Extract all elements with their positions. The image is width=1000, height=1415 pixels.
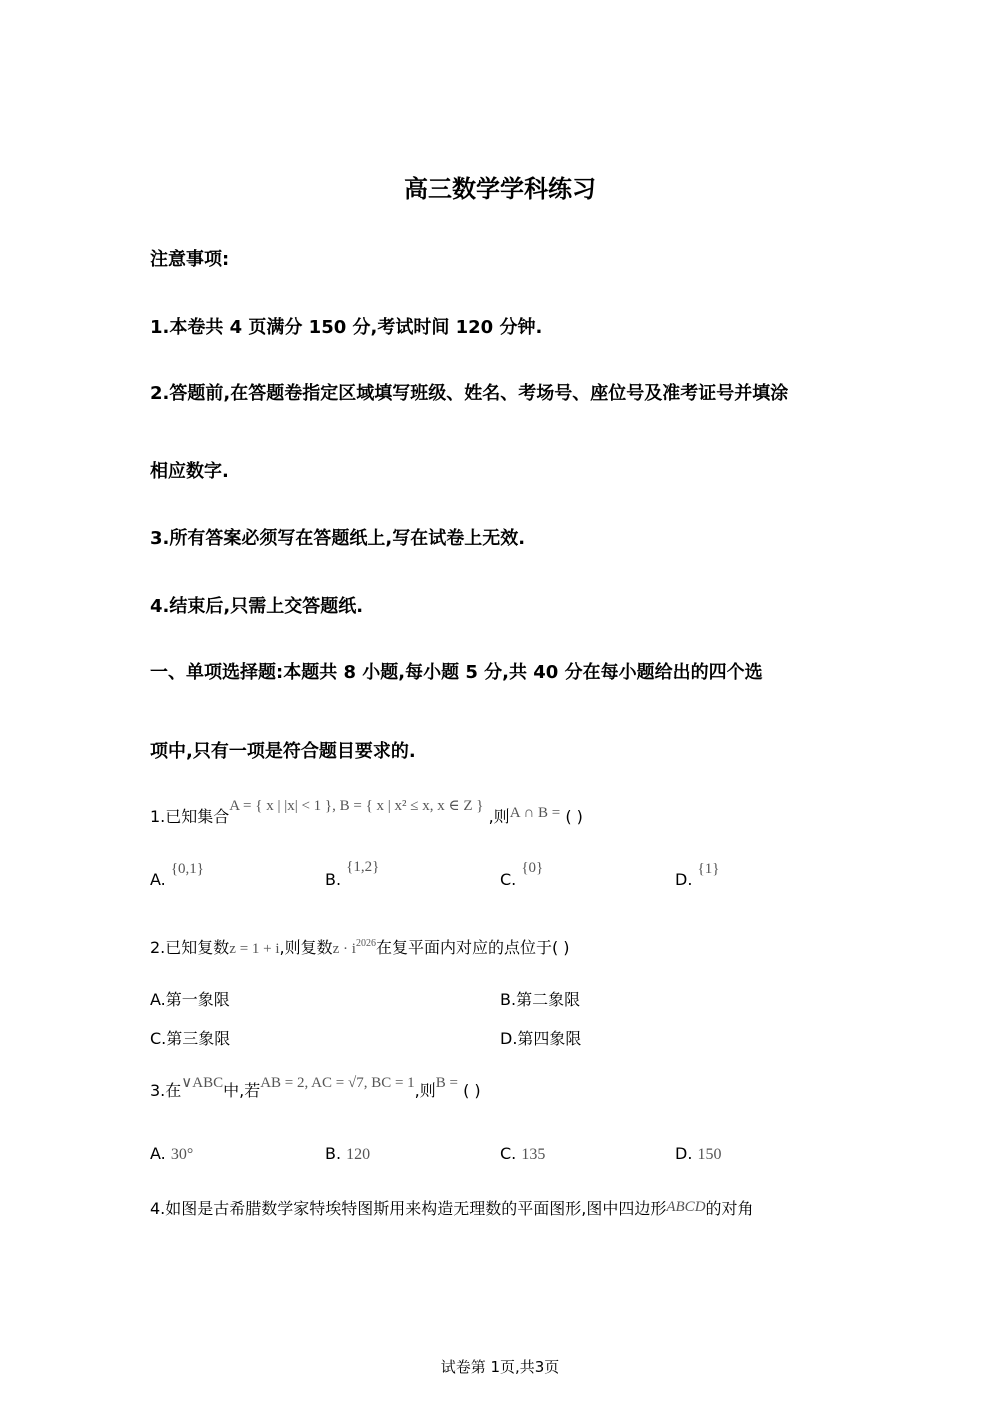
q1-option-d-value: {1} (697, 861, 720, 877)
notice-item-2: 2.答题前,在答题卷指定区域填写班级、姓名、考场号、座位号及准考证号并填涂 (150, 383, 789, 404)
q1-set-a: A = { x | |x| < 1 } (229, 798, 333, 814)
q2-option-d (500, 1026, 581, 1049)
q1-blank: ( ) (565, 807, 583, 826)
q3-option-d-value: 150 (697, 1146, 722, 1163)
q3-expr: B = (435, 1075, 458, 1091)
q1-expr: A ∩ B = (509, 805, 561, 821)
q3-option-b-value: 120 (346, 1146, 371, 1163)
question-3 (150, 1075, 481, 1101)
q3-option-d (675, 1144, 722, 1164)
q3-prefix: 3.在 (150, 1081, 182, 1100)
q4-suffix: 的对角 (705, 1199, 754, 1218)
q3-option-a (150, 1144, 193, 1164)
q2-option-c (150, 1026, 230, 1049)
question-1 (150, 798, 583, 827)
q2-option-b-value: 第二象限 (516, 990, 581, 1009)
notice-item-1: 1.本卷共 4 页满分 150 分,考试时间 120 分钟. (150, 317, 543, 338)
q2-option-d-value: 第四象限 (517, 1029, 582, 1048)
q1-option-a-value: {0,1} (170, 861, 204, 877)
q1-set-b: , B = { x | x² ≤ x, x ∈ Z } (332, 798, 484, 814)
q2-prefix: 2.已知复数 (150, 938, 230, 957)
q4-quadrilateral: ABCD (666, 1199, 706, 1215)
q1-option-b-label: B. (325, 870, 342, 889)
q3-option-d-label: D. (675, 1144, 693, 1163)
q3-option-b (325, 1144, 370, 1164)
notice-heading: 注意事项: (150, 249, 230, 270)
q3-option-a-value: 30° (170, 1146, 194, 1163)
q3-option-c-label: C. (500, 1144, 517, 1163)
q4-prefix: 4.如图是古希腊数学家特埃特图斯用来构造无理数的平面图形,图中四边形 (150, 1199, 667, 1218)
q1-option-c (500, 860, 544, 890)
q3-option-c (500, 1144, 545, 1164)
q1-mid: ,则 (488, 807, 510, 826)
question-4 (150, 1196, 754, 1219)
q2-option-c-value: 第三象限 (166, 1029, 231, 1048)
q1-option-b (325, 859, 380, 890)
notice-item-4: 4.结束后,只需上交答题纸. (150, 596, 364, 617)
q2-expr-exponent: 2026 (355, 938, 376, 949)
q3-condition: AB = 2, AC = √7, BC = 1 (260, 1075, 415, 1091)
q1-option-c-value: {0} (521, 860, 544, 876)
q3-option-b-label: B. (325, 1144, 342, 1163)
notice-item-2-continued: 相应数字. (150, 461, 229, 482)
q2-option-b-label: B. (500, 990, 517, 1009)
q2-option-b (500, 987, 580, 1010)
q2-mid: ,则复数 (279, 938, 333, 957)
q3-triangle: ∨ABC (181, 1075, 224, 1091)
q2-suffix: 在复平面内对应的点位于( ) (375, 938, 570, 957)
q2-expr-base: z · i (332, 941, 356, 957)
notice-item-3: 3.所有答案必须写在答题纸上,写在试卷上无效. (150, 528, 526, 549)
q3-blank: ( ) (463, 1081, 481, 1100)
q3-mid2: ,则 (414, 1081, 436, 1100)
q2-option-a (150, 987, 230, 1010)
q2-option-d-label: D. (500, 1029, 518, 1048)
q2-option-a-value: 第一象限 (165, 990, 230, 1009)
q1-option-d-label: D. (675, 870, 693, 889)
q1-option-b-value: {1,2} (346, 859, 380, 875)
q3-option-a-label: A. (150, 1144, 166, 1163)
q1-option-c-label: C. (500, 870, 517, 889)
q3-mid1: 中,若 (223, 1081, 261, 1100)
q1-prefix: 1.已知集合 (150, 807, 230, 826)
page-title: 高三数学学科练习 (404, 175, 596, 203)
section-heading-line-1: 一、单项选择题:本题共 8 小题,每小题 5 分,共 40 分在每小题给出的四个选 (150, 662, 763, 683)
q2-z: z = 1 + i (229, 941, 280, 957)
q1-option-a (150, 861, 204, 890)
q2-option-a-label: A. (150, 990, 166, 1009)
q2-option-c-label: C. (150, 1029, 167, 1048)
q1-option-a-label: A. (150, 870, 166, 889)
section-heading-line-2: 项中,只有一项是符合题目要求的. (150, 741, 416, 762)
question-2 (150, 935, 570, 958)
q3-option-c-value: 135 (521, 1146, 546, 1163)
q1-option-d (675, 861, 720, 890)
page-footer: 试卷第 1页,共3页 (440, 1358, 560, 1376)
